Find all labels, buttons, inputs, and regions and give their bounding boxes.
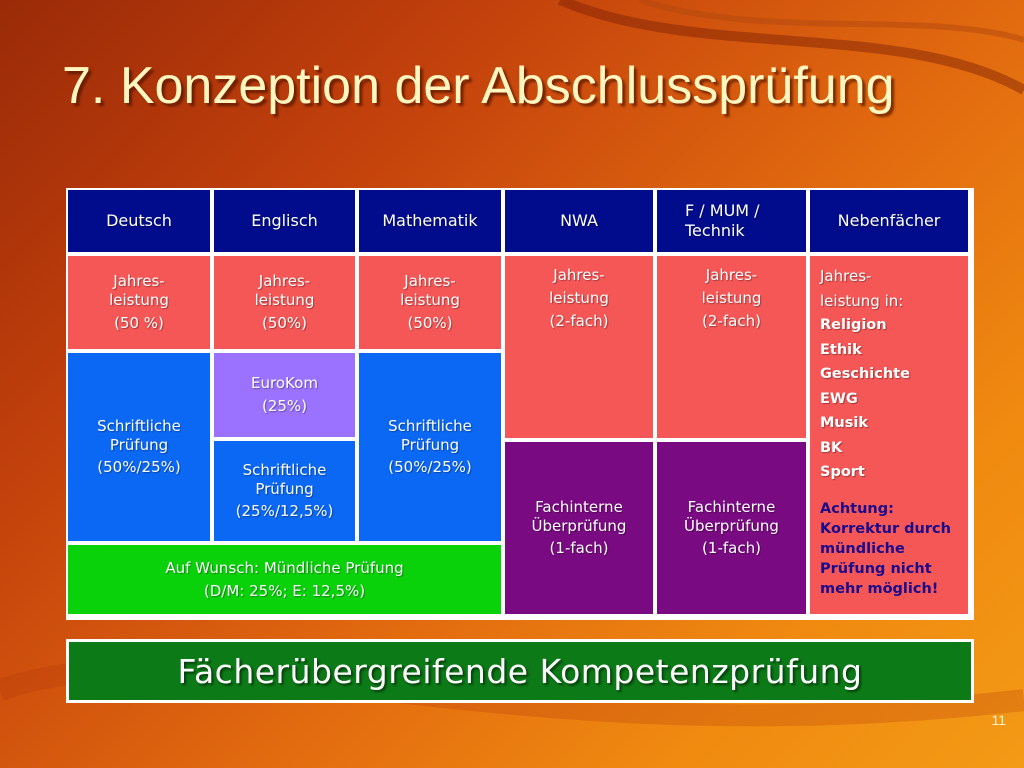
subject-ewg: EWG [820, 390, 858, 407]
cell-weight: (2-fach) [549, 311, 609, 330]
deutsch-jahresleistung [66, 254, 212, 351]
exam-structure-table [66, 188, 974, 620]
cell-weight: (25%/12,5%) [235, 502, 334, 521]
banner-text: Fächerübergreifende Kompetenzprüfung [69, 642, 971, 700]
nebenfaecher-cell [808, 254, 970, 616]
cell-label: Auf Wunsch: Mündliche Prüfung [165, 558, 404, 577]
cell-weight: (2-fach) [702, 311, 761, 330]
cell-label: Jahres- leistung [400, 272, 460, 310]
nwa-fachintern [503, 440, 655, 616]
englisch-jahresleistung [212, 254, 357, 351]
nebenfaecher-intro: Jahres- [820, 267, 872, 285]
cell-label: Jahres- leistung [109, 272, 169, 310]
subject-ethik: Ethik [820, 341, 862, 358]
cell-label: leistung [701, 288, 762, 307]
cell-weight: (50 %) [114, 313, 164, 332]
warning-note: Achtung: Korrektur durch mündliche Prüfung nicht mehr möglich! [820, 500, 951, 597]
englisch-eurokom [212, 351, 357, 439]
deutsch-schriftlich [66, 351, 212, 543]
cell-weight: (D/M: 25%; E: 12,5%) [203, 581, 366, 600]
nwa-jahresleistung [503, 254, 655, 440]
cell-label: leistung [549, 288, 609, 307]
cell-label: Fachinterne Überprüfung [531, 497, 627, 535]
header-mum-technik: F / MUM / Technik [655, 188, 808, 254]
page-number: 11 [991, 712, 1006, 728]
slide-title: 7. Konzeption der Abschlussprüfung [62, 57, 895, 115]
cell-label: Schriftliche Prüfung [388, 416, 472, 454]
header-mathematik: Mathematik [357, 188, 503, 254]
subject-bk: BK [820, 439, 843, 456]
cell-weight: (25%) [261, 397, 308, 415]
subject-geschichte: Geschichte [820, 366, 910, 382]
mathematik-jahresleistung [357, 254, 503, 351]
cell-weight: (50%) [261, 313, 308, 332]
subject-sport: Sport [820, 464, 865, 480]
cell-label: Jahres- leistung [254, 272, 315, 310]
mathematik-schriftlich [357, 351, 503, 543]
nebenfaecher-intro: leistung in: [820, 291, 904, 310]
header-englisch: Englisch [212, 188, 357, 254]
cell-weight: (50%/25%) [388, 458, 472, 477]
cell-weight: (50%) [407, 313, 453, 332]
header-nebenfaecher: Nebenfächer [808, 188, 970, 254]
cell-weight: (1-fach) [702, 539, 761, 558]
header-nwa: NWA [503, 188, 655, 254]
cell-weight: (50%/25%) [97, 458, 181, 477]
cell-label: Fachinterne Überprüfung [684, 497, 779, 535]
cell-weight: (1-fach) [549, 539, 609, 558]
muendliche-pruefung [66, 543, 503, 616]
cell-label: Schriftliche Prüfung [97, 416, 181, 454]
cell-label: Schriftliche Prüfung [242, 460, 327, 498]
subject-musik: Musik [820, 415, 868, 431]
kompetenzpruefung-banner [66, 639, 974, 703]
mum-technik-jahresleistung [655, 254, 808, 440]
mum-technik-fachintern [655, 440, 808, 616]
subject-religion: Religion [820, 317, 887, 333]
cell-label: EuroKom [251, 374, 318, 393]
cell-label: Jahres- [553, 266, 605, 284]
cell-label: Jahres- [705, 266, 758, 284]
header-deutsch: Deutsch [66, 188, 212, 254]
englisch-schriftlich [212, 439, 357, 543]
